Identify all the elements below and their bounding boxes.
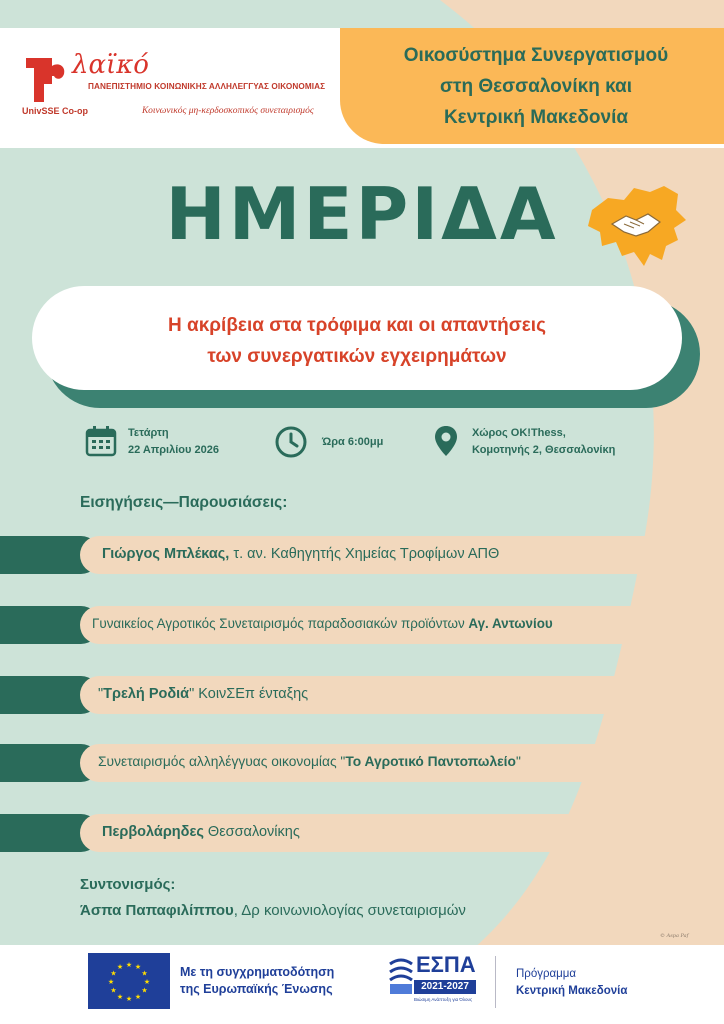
espa-tagline: Βιώσιμη Ανάπτυξη για Όλους xyxy=(414,997,473,1002)
clock-icon xyxy=(274,425,308,459)
svg-text:★: ★ xyxy=(116,993,124,1001)
program-label xyxy=(516,966,627,1000)
speaker-text xyxy=(102,824,300,840)
header-title-line: στη Θεσσαλονίκη και xyxy=(439,76,633,97)
svg-text:★: ★ xyxy=(125,995,133,1003)
speaker-row xyxy=(0,676,724,714)
design-credit: © Aspa Paf xyxy=(660,933,689,939)
svg-text:★: ★ xyxy=(143,978,151,986)
eu-text-line: Με τη συγχρηματοδότηση xyxy=(180,965,335,979)
header-title-line: Οικοσύστημα Συνεργατισμού xyxy=(403,45,669,66)
event-day: Τετάρτη xyxy=(128,427,169,439)
event-subtitle xyxy=(32,310,682,372)
speaker-name: Γιώργος Μπλέκας, xyxy=(102,546,230,562)
logo-subtitle: ΠΑΝΕΠΙΣΤΗΜΙΟ ΚΟΙΝΩΝΙΚΗΣ ΑΛΛΗΛΕΓΓΥΑΣ ΟΙΚΟΝΟΜΙΑΣ xyxy=(88,82,326,91)
speaker-role: " ΚοινΣΕπ ένταξης xyxy=(189,686,309,702)
header-title-line: Κεντρική Μακεδονία xyxy=(443,107,629,128)
espa-waves-icon xyxy=(388,954,414,996)
eu-text-line: της Ευρωπαϊκής Ένωσης xyxy=(180,982,333,996)
eu-cofunding-text xyxy=(180,964,334,998)
page-title: ΗΜΕΡΙΔΑ xyxy=(165,172,559,256)
speaker-row xyxy=(0,814,724,852)
speaker-quote: " xyxy=(98,686,104,702)
svg-text:★: ★ xyxy=(125,961,133,969)
speaker-row xyxy=(0,536,724,574)
logo-coop-name: UnivSSE Co-op xyxy=(22,106,89,116)
speaker-name: Αγ. Αντωνίου xyxy=(468,616,553,631)
event-location xyxy=(472,425,615,459)
espa-years: 2021-2027 xyxy=(414,980,476,994)
speaker-quote: " xyxy=(515,754,521,769)
svg-text:★: ★ xyxy=(110,969,117,978)
speaker-text xyxy=(98,754,521,769)
espa-logo xyxy=(388,952,480,1010)
svg-text:★: ★ xyxy=(107,978,115,986)
speaker-row xyxy=(0,606,724,644)
eu-flag-icon xyxy=(88,953,170,1009)
svg-text:★: ★ xyxy=(141,986,148,995)
speaker-org: Συνεταιρισμός αλληλέγγυας οικονομίας " xyxy=(98,754,346,769)
header-title xyxy=(356,40,716,133)
espa-wordmark: ΕΣΠΑ xyxy=(416,952,476,977)
speaker-text xyxy=(92,616,553,631)
coordinator-role: , Δρ κοινωνιολογίας συνεταιρισμών xyxy=(233,902,466,919)
subtitle-line: Η ακρίβεια στα τρόφιμα και οι απαντήσεις xyxy=(168,315,546,336)
logo-tagline: Κοινωνικός μη-κερδοσκοπικός συνεταιρισμός xyxy=(142,106,314,116)
event-time: Ώρα 6:00μμ xyxy=(322,436,384,448)
location-pin-icon xyxy=(434,424,458,458)
coordination-label: Συντονισμός: xyxy=(80,876,176,893)
speaker-name: Τρελή Ροδιά xyxy=(103,686,190,702)
speaker-name: Το Αγροτικό Παντοπωλείο xyxy=(345,754,516,769)
speaker-org: Γυναικείος Αγροτικός Συνεταιρισμός παραδοσιακών προϊόντων xyxy=(92,616,469,631)
svg-text:★: ★ xyxy=(134,963,142,971)
speaker-role: Θεσσαλονίκης xyxy=(203,824,300,840)
svg-text:★: ★ xyxy=(134,993,142,1001)
speakers-section-label: Εισηγήσεις—Παρουσιάσεις: xyxy=(80,494,288,511)
coordinator-name: Άσπα Παπαφιλίππου xyxy=(80,902,234,919)
speaker-name: Περβολάρηδες xyxy=(102,824,204,840)
svg-text:★: ★ xyxy=(141,969,148,978)
event-address: Κομοτηνής 2, Θεσσαλονίκη xyxy=(472,444,616,456)
svg-text:★: ★ xyxy=(110,986,117,995)
calendar-icon xyxy=(84,424,118,458)
logo-mark-icon xyxy=(22,54,74,106)
svg-text:★: ★ xyxy=(116,963,124,971)
event-full-date: 22 Απριλίου 2026 xyxy=(128,444,219,456)
coordinator xyxy=(80,902,466,919)
logo-wordmark: λαϊκό xyxy=(72,50,149,80)
subtitle-line: των συνεργατικών εγχειρημάτων xyxy=(207,346,507,367)
program-line: Πρόγραμμα xyxy=(516,968,577,980)
speaker-row xyxy=(0,744,724,782)
speaker-text xyxy=(98,686,308,702)
event-venue: Χώρος OK!Thess, xyxy=(472,427,566,439)
speaker-text xyxy=(102,546,499,562)
macedonia-map-handshake-icon xyxy=(578,180,692,270)
event-date xyxy=(128,425,219,459)
footer-divider xyxy=(495,956,496,1008)
logo xyxy=(22,52,352,122)
speaker-role: τ. αν. Καθηγητής Χημείας Τροφίμων ΑΠΘ xyxy=(229,546,500,562)
program-region: Κεντρική Μακεδονία xyxy=(516,985,628,997)
